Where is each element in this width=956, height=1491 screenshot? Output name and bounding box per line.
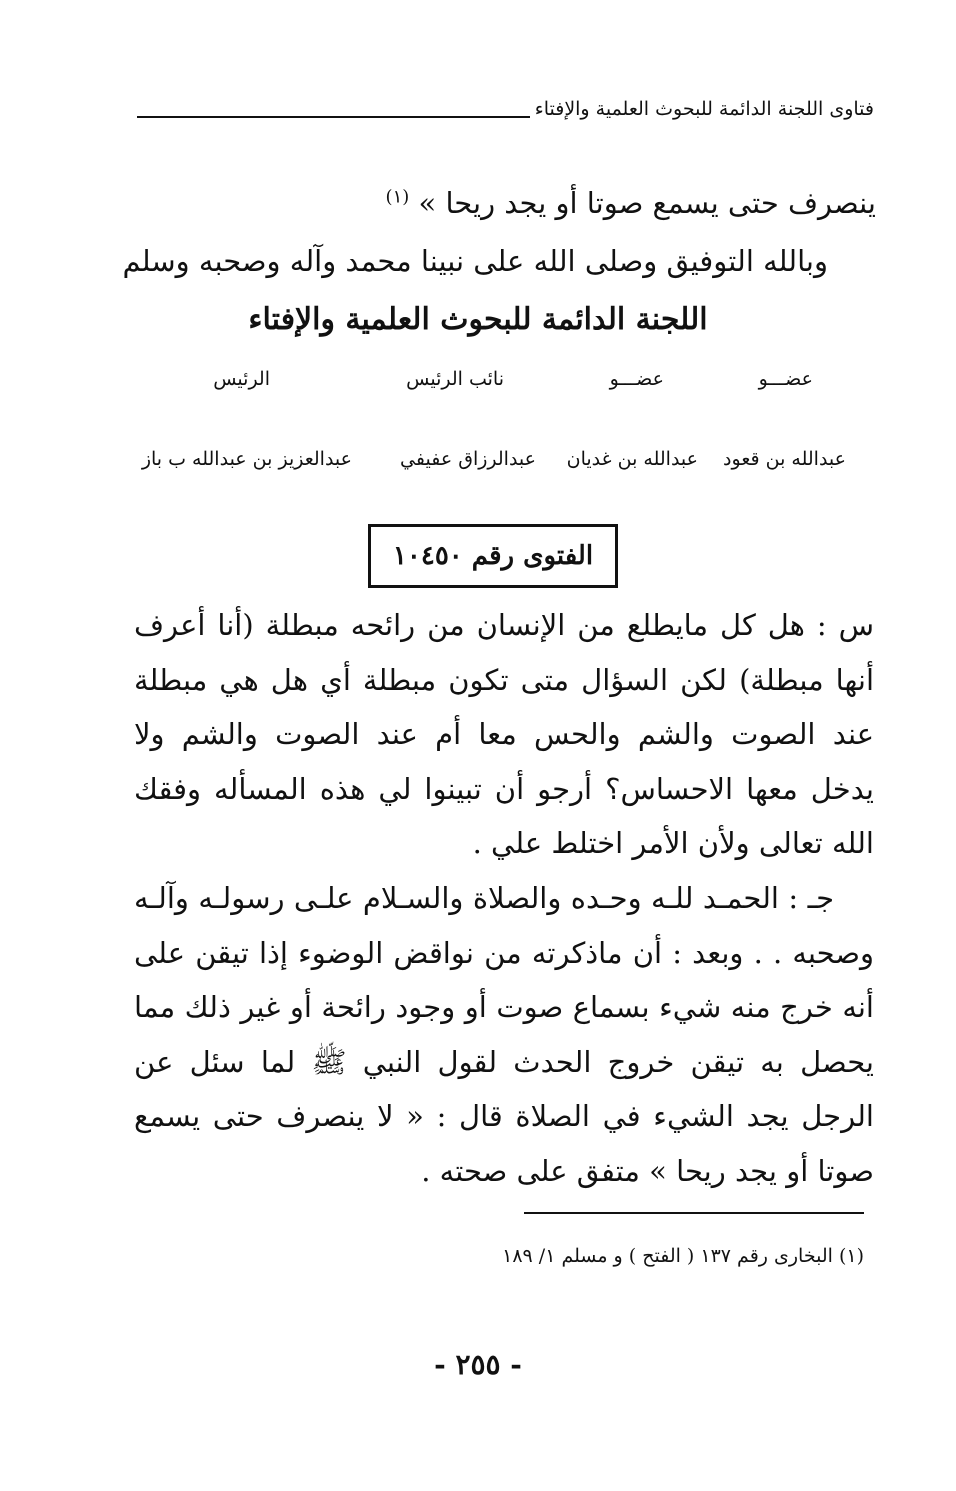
header-rule bbox=[137, 116, 530, 118]
running-header: فتاوى اللجنة الدائمة للبحوث العلمية والإفتاء bbox=[534, 98, 874, 120]
fatwa-heading: الفتوى رقم ١٠٤٥٠ bbox=[392, 541, 594, 571]
signatory-name: عبدالرزاق عفيفي bbox=[400, 448, 536, 470]
previous-fatwa-closing bbox=[386, 186, 876, 221]
signatory-role: الرئيس bbox=[213, 368, 270, 390]
fatwa-heading-box bbox=[368, 524, 618, 588]
signatory-name: عبدالله بن غديان bbox=[566, 448, 698, 470]
footnote-marker: (١) bbox=[385, 186, 410, 208]
fatwa-body bbox=[134, 598, 874, 1199]
footnote-rule bbox=[524, 1212, 864, 1214]
signatory-role: عضـــو bbox=[609, 368, 664, 390]
question-paragraph: س : هل كل مايطلع من الإنسان من رائحه مبطلة (أنا أعرف أنها مبطلة) لكن السؤال متى تكون مبطلة أي هل هي مبطلة عند الصوت والشم والحس معا أم عند الصوت والشم ولا يدخل معها الاحساس؟ أرجو أن تبينوا لي هذه المسأله وفقك الله تعالى ولأن الأمر اختلط علي . bbox=[134, 608, 874, 861]
closing-text: ينصرف حتى يسمع صوتا أو يجد ريحا » bbox=[418, 186, 876, 220]
page-number: - ٢٥٥ - bbox=[434, 1348, 522, 1381]
committee-title: اللجنة الدائمة للبحوث العلمية والإفتاء bbox=[248, 302, 708, 337]
signatory-name: عبدالله بن قعود bbox=[723, 448, 846, 470]
footnote: (١) البخارى رقم ١٣٧ ( الفتح ) و مسلم ١/ ١٨٩ bbox=[502, 1245, 864, 1267]
blessing-line: وبالله التوفيق وصلى الله على نبينا محمد وآله وصحبه وسلم bbox=[122, 244, 828, 278]
signatory-role: عضـــو bbox=[758, 368, 813, 390]
signatory-name: عبدالعزيز بن عبدالله ب باز bbox=[141, 448, 352, 470]
signatory-role: نائب الرئيس bbox=[406, 368, 504, 390]
answer-paragraph: جـ : الحمـد للـه وحـده والصلاة والسـلام علـى رسولـه وآلـه وصحبه . . وبعد : أن ماذكرته من نواقض الوضوء إذا تيقن على أنه خرج منه شيء بسماع صوت أو وجود رائحة أو غير ذلك مما يحصل به تيقن خروج الحدث لقول النبي ﷺ لما سئل عن الرجل يجد الشيء في الصلاة قال : « لا ينصرف حتى يسمع صوتا أو يجد ريحا » متفق على صحته . bbox=[134, 880, 874, 1188]
